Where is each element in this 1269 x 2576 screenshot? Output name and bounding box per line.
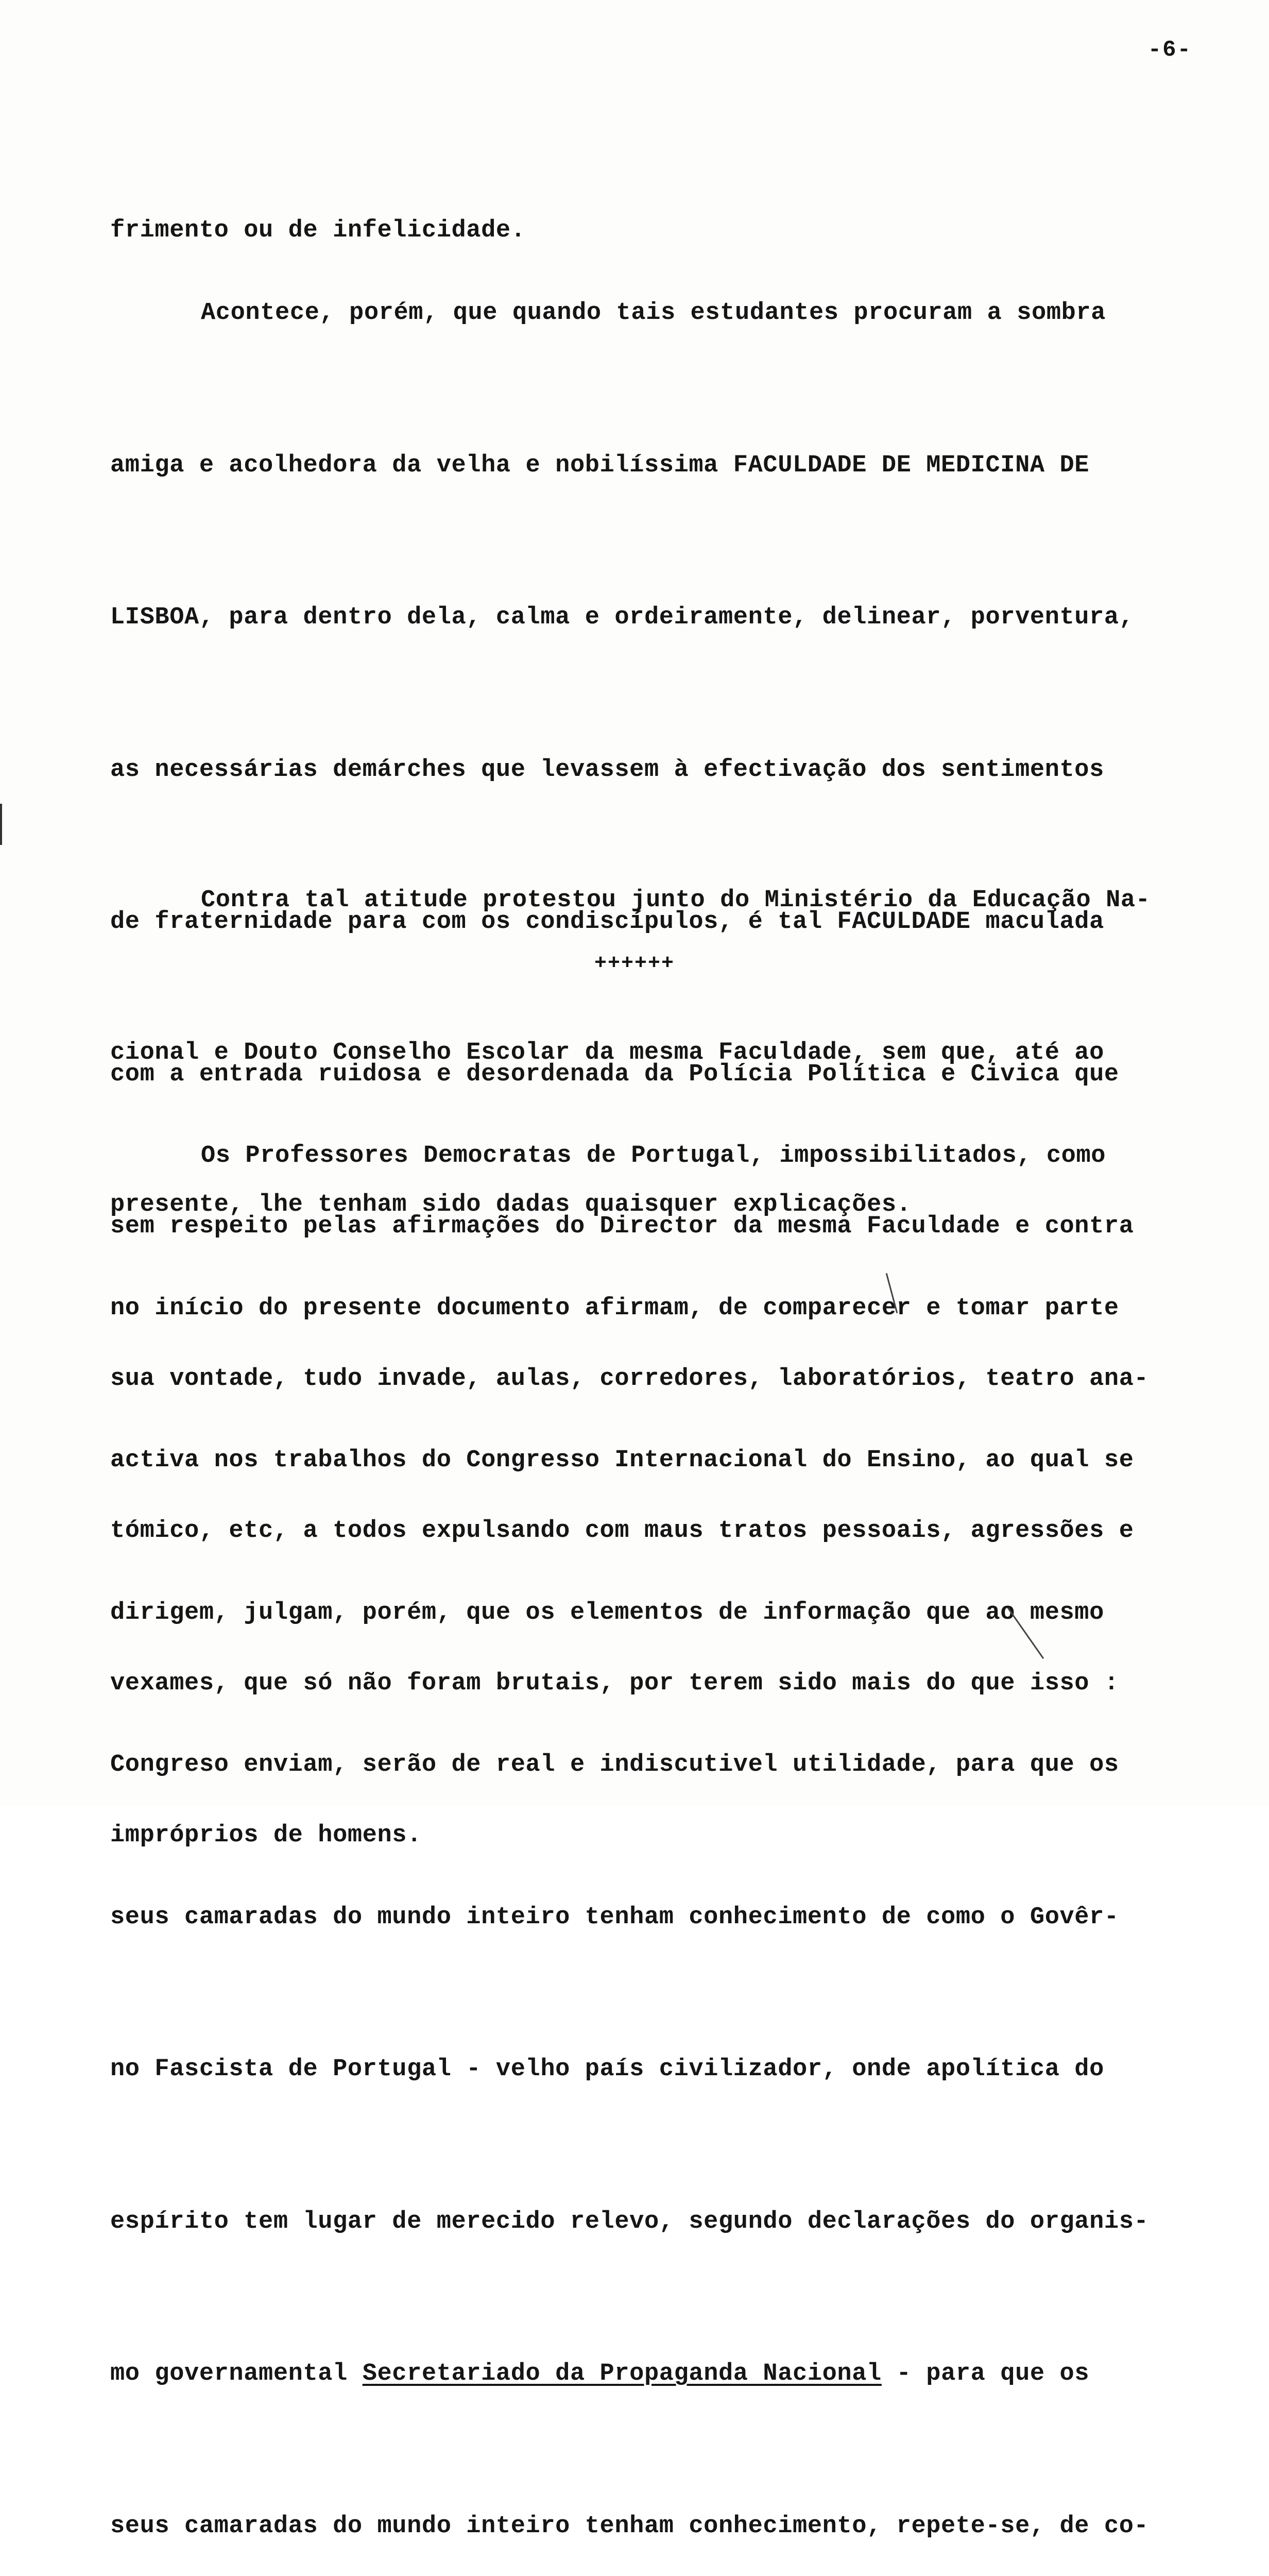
text-line: Congreso enviam, serão de real e indiscutivel utilidade, para que os: [110, 1751, 1119, 1778]
text-line: presente, lhe tenham sido dadas quaisquer explicações.: [110, 1191, 912, 1218]
text-line: de fraternidade para com os condiscípulos, é tal FACULDADE maculada: [110, 908, 1104, 936]
text-line: seus camaradas do mundo inteiro tenham conhecimento de como o Govêr-: [110, 1903, 1119, 1931]
text-line: cional e Douto Conselho Escolar da mesma Faculdade, sem que, até ao: [110, 1039, 1104, 1066]
page-number: -6-: [1147, 37, 1192, 63]
text-line: sua vontade, tudo invade, aulas, corredores, laboratórios, teatro ana-: [110, 1365, 1149, 1393]
text-line: LISBOA, para dentro dela, calma e ordeiramente, delinear, porventura,: [110, 604, 1134, 631]
text-segment: mo governamental: [110, 2360, 363, 2387]
text-line: sem respeito pelas afirmações do Director da mesma Faculdade e contra: [110, 1213, 1134, 1240]
text-line: seus camaradas do mundo inteiro tenham conhecimento, repete-se, de co-: [110, 2512, 1149, 2540]
text-line: Os Professores Democratas de Portugal, impossibilitados, como: [201, 1142, 1106, 1170]
text-line: com a entrada ruidosa e desordenada da Polícia Política e Civica que: [110, 1060, 1119, 1088]
text-segment: - para que os: [881, 2360, 1090, 2387]
text-line: espírito tem lugar de merecido relevo, segundo declarações do organis-: [110, 2208, 1149, 2235]
text-line: activa nos trabalhos do Congresso Internacional do Ensino, ao qual se: [110, 1447, 1134, 1474]
text-line: vexames, que só não foram brutais, por terem sido mais do que isso :: [110, 1669, 1119, 1697]
paragraph-4: [110, 1029, 1195, 2576]
text-line: Contra tal atitude protestou junto do Ministério da Educação Na-: [201, 887, 1151, 914]
text-line: dirigem, julgam, porém, que os elementos de informação que ao mesmo: [110, 1599, 1104, 1626]
text-line: no Fascista de Portugal - velho país civilizador, onde apolítica do: [110, 2056, 1104, 2083]
text-line: frimento ou de infelicidade.: [110, 217, 526, 244]
section-separator: ++++++: [594, 952, 675, 975]
text-line: tómico, etc, a todos expulsando com maus tratos pessoais, agressões e: [110, 1517, 1134, 1545]
underlined-title: Secretariado da Propaganda Nacional: [362, 2360, 882, 2387]
text-line: no início do presente documento afirmam, de comparecer e tomar parte: [110, 1294, 1119, 1322]
text-line: as necessárias demárches que levassem à efectivação dos sentimentos: [110, 756, 1104, 784]
margin-mark: [0, 804, 2, 845]
text-line: Acontece, porém, que quando tais estudantes procuram a sombra: [201, 299, 1106, 327]
text-line: amiga e acolhedora da velha e nobilíssima FACULDADE DE MEDICINA DE: [110, 451, 1090, 479]
text-line: impróprios de homens.: [110, 1822, 422, 1849]
text-line: [110, 2349, 1195, 2400]
